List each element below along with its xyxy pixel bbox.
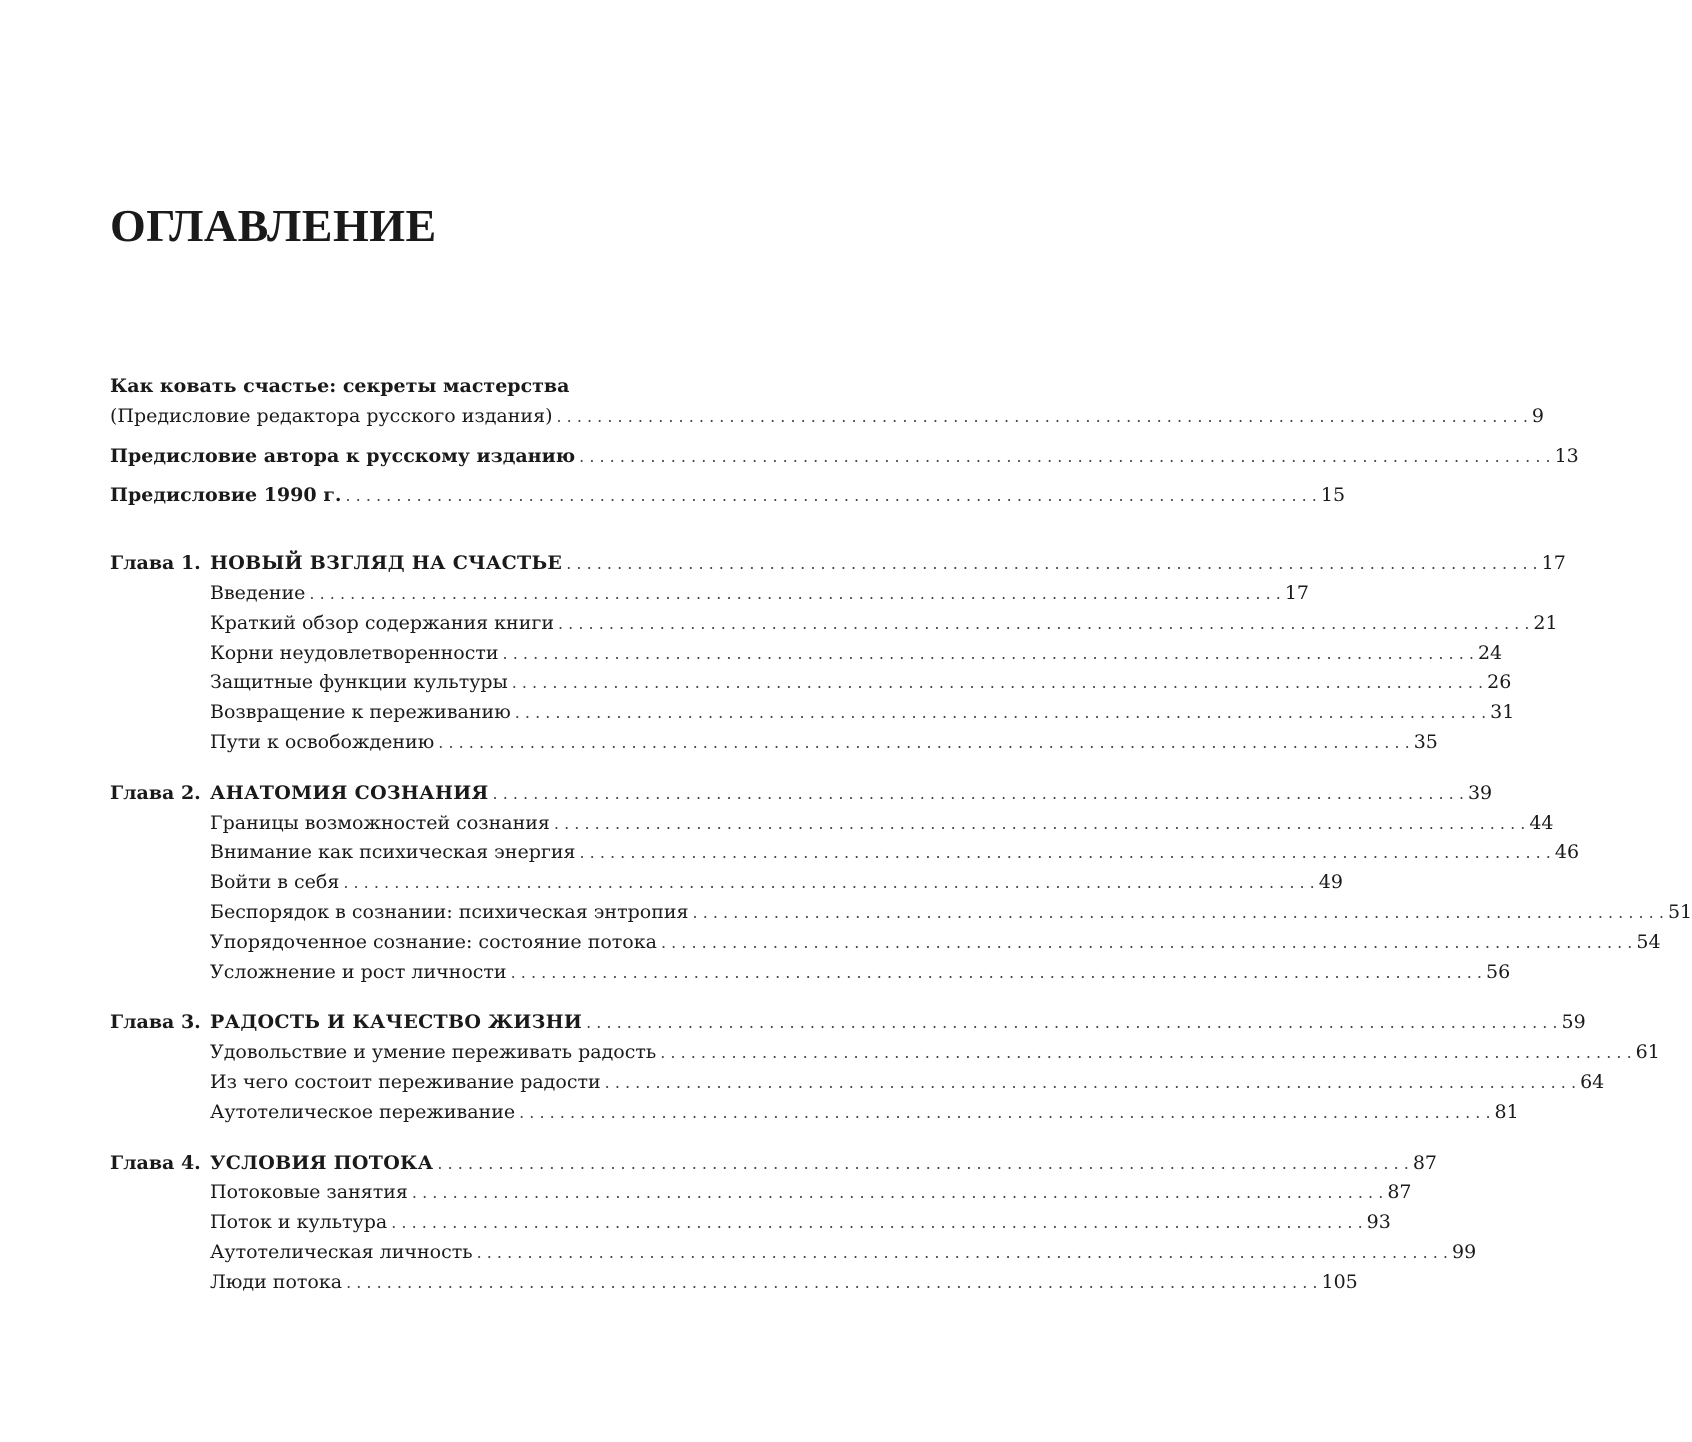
leader-dots [693,898,1664,928]
section-entry[interactable] [210,928,1661,958]
leader-dots [515,698,1486,728]
section-title: Краткий обзор содержания книги [210,611,554,634]
section-entry[interactable] [210,579,1310,609]
page-number: 105 [1321,1270,1358,1293]
front-entry-title: Как ковать счастье: секреты мастерства [110,375,570,397]
section-list [210,1178,1477,1297]
page-number: 35 [1413,730,1438,753]
section-title: Пути к освобождению [210,730,435,753]
chapter-label: Глава 3. [110,1011,201,1034]
section-entry[interactable] [210,898,1692,928]
chapter-label: Глава 4. [110,1151,201,1174]
section-list [210,1038,1660,1127]
front-entry-subtitle: (Предисловие редактора русского издания) [110,404,553,427]
leader-dots [438,728,1409,758]
page-number: 54 [1636,930,1661,953]
front-entry-preface-1990[interactable] [110,481,1346,511]
section-entry[interactable] [210,668,1512,698]
section-title: Из чего состоит переживание радости [210,1070,601,1093]
section-title: Потоковые занятия [210,1181,408,1204]
page-number: 61 [1635,1041,1660,1064]
chapter-label: Глава 1. [110,552,201,575]
section-entry[interactable] [210,1178,1412,1208]
leader-dots [556,402,1527,432]
front-entry-editor-preface[interactable] [110,372,1544,432]
section-entry[interactable] [210,958,1511,988]
section-list [210,809,1692,988]
leader-dots [519,1098,1490,1128]
page-number: 15 [1320,484,1346,507]
section-title: Границы возможностей сознания [210,811,550,834]
leader-dots [660,1038,1631,1068]
front-entry-title: Предисловие автора к русскому изданию [110,444,576,467]
section-list [210,579,1558,758]
page-number: 26 [1487,671,1512,694]
section-title: Люди потока [210,1270,343,1293]
leader-dots [579,442,1550,472]
chapter-1 [110,549,1566,758]
page-number: 46 [1554,841,1580,864]
front-entry-author-preface[interactable] [110,442,1579,472]
leader-dots [412,1178,1383,1208]
page-number: 87 [1387,1181,1412,1204]
leader-dots [346,1268,1317,1298]
leader-dots [493,779,1464,809]
section-entry[interactable] [210,1098,1519,1128]
chapter-3 [110,1008,1660,1127]
section-entry[interactable] [210,1038,1660,1068]
leader-dots [343,868,1314,898]
section-title: Внимание как психическая энергия [210,841,576,864]
section-entry[interactable] [210,809,1554,839]
section-title: Поток и культура [210,1211,388,1234]
section-entry[interactable] [210,1208,1391,1238]
section-entry[interactable] [210,1238,1477,1268]
leader-dots [566,549,1537,579]
leader-dots [605,1068,1576,1098]
leader-dots [586,1008,1557,1038]
section-title: Аутотелическая личность [210,1240,473,1263]
leader-dots [309,579,1280,609]
chapter-heading[interactable] [110,1149,1438,1179]
page-number: 39 [1467,781,1493,804]
section-title: Удовольствие и умение переживать радость [210,1041,657,1064]
page-number: 13 [1554,444,1579,467]
section-entry[interactable] [210,1068,1605,1098]
chapter-title: НОВЫЙ ВЗГЛЯД НА СЧАСТЬЕ [210,552,563,575]
section-title: Корни неудовлетворенности [210,641,499,664]
section-title: Войти в себя [210,871,340,894]
leader-dots [437,1149,1408,1179]
chapter-title: РАДОСТЬ И КАЧЕСТВО ЖИЗНИ [210,1011,583,1034]
chapter-title: АНАТОМИЯ СОЗНАНИЯ [210,781,489,804]
leader-dots [345,481,1316,511]
page-number: 56 [1486,960,1511,983]
page-number: 31 [1490,701,1515,724]
page-number: 17 [1541,552,1566,575]
leader-dots [503,639,1474,669]
front-entry-title: Предисловие 1990 г. [110,484,342,507]
chapters-list [110,549,1692,1297]
chapter-label: Глава 2. [110,781,201,804]
page-number: 87 [1412,1151,1438,1174]
leader-dots [511,958,1482,988]
section-entry[interactable] [210,838,1580,868]
page-number: 59 [1561,1011,1586,1034]
page-number: 17 [1284,581,1310,604]
section-title: Упорядоченное сознание: состояние потока [210,930,657,953]
section-entry[interactable] [210,868,1343,898]
page-number: 99 [1452,1240,1477,1263]
page-number: 24 [1477,641,1503,664]
page-number: 44 [1529,811,1554,834]
section-entry[interactable] [210,609,1558,639]
chapter-heading[interactable] [110,549,1566,579]
page-number: 81 [1494,1100,1519,1123]
chapter-title: УСЛОВИЯ ПОТОКА [210,1151,434,1174]
page-number: 9 [1531,404,1544,427]
table-of-contents [110,372,1692,1298]
page-number: 21 [1533,611,1558,634]
chapter-4 [110,1149,1477,1298]
section-title: Возвращение к переживанию [210,701,511,724]
page-title: ОГЛАВЛЕНИЕ [110,200,437,251]
section-entry[interactable] [210,728,1438,758]
leader-dots [558,609,1529,639]
leader-dots [579,838,1550,868]
chapter-heading[interactable] [110,1008,1586,1038]
section-title: Защитные функции культуры [210,671,508,694]
page-number: 93 [1366,1211,1391,1234]
section-title: Беспорядок в сознании: психическая энтропия [210,900,689,923]
section-entry[interactable] [210,698,1515,728]
page-number: 49 [1318,871,1343,894]
leader-dots [391,1208,1362,1238]
section-title: Аутотелическое переживание [210,1100,516,1123]
leader-dots [661,928,1632,958]
leader-dots [512,668,1483,698]
page-number: 64 [1580,1070,1605,1093]
section-title: Введение [210,581,306,604]
leader-dots [554,809,1525,839]
chapter-heading[interactable] [110,779,1493,809]
chapter-2 [110,779,1692,988]
page-number: 51 [1667,900,1692,923]
section-entry[interactable] [210,639,1503,669]
leader-dots [477,1238,1448,1268]
section-entry[interactable] [210,1268,1358,1298]
section-title: Усложнение и рост личности [210,960,507,983]
